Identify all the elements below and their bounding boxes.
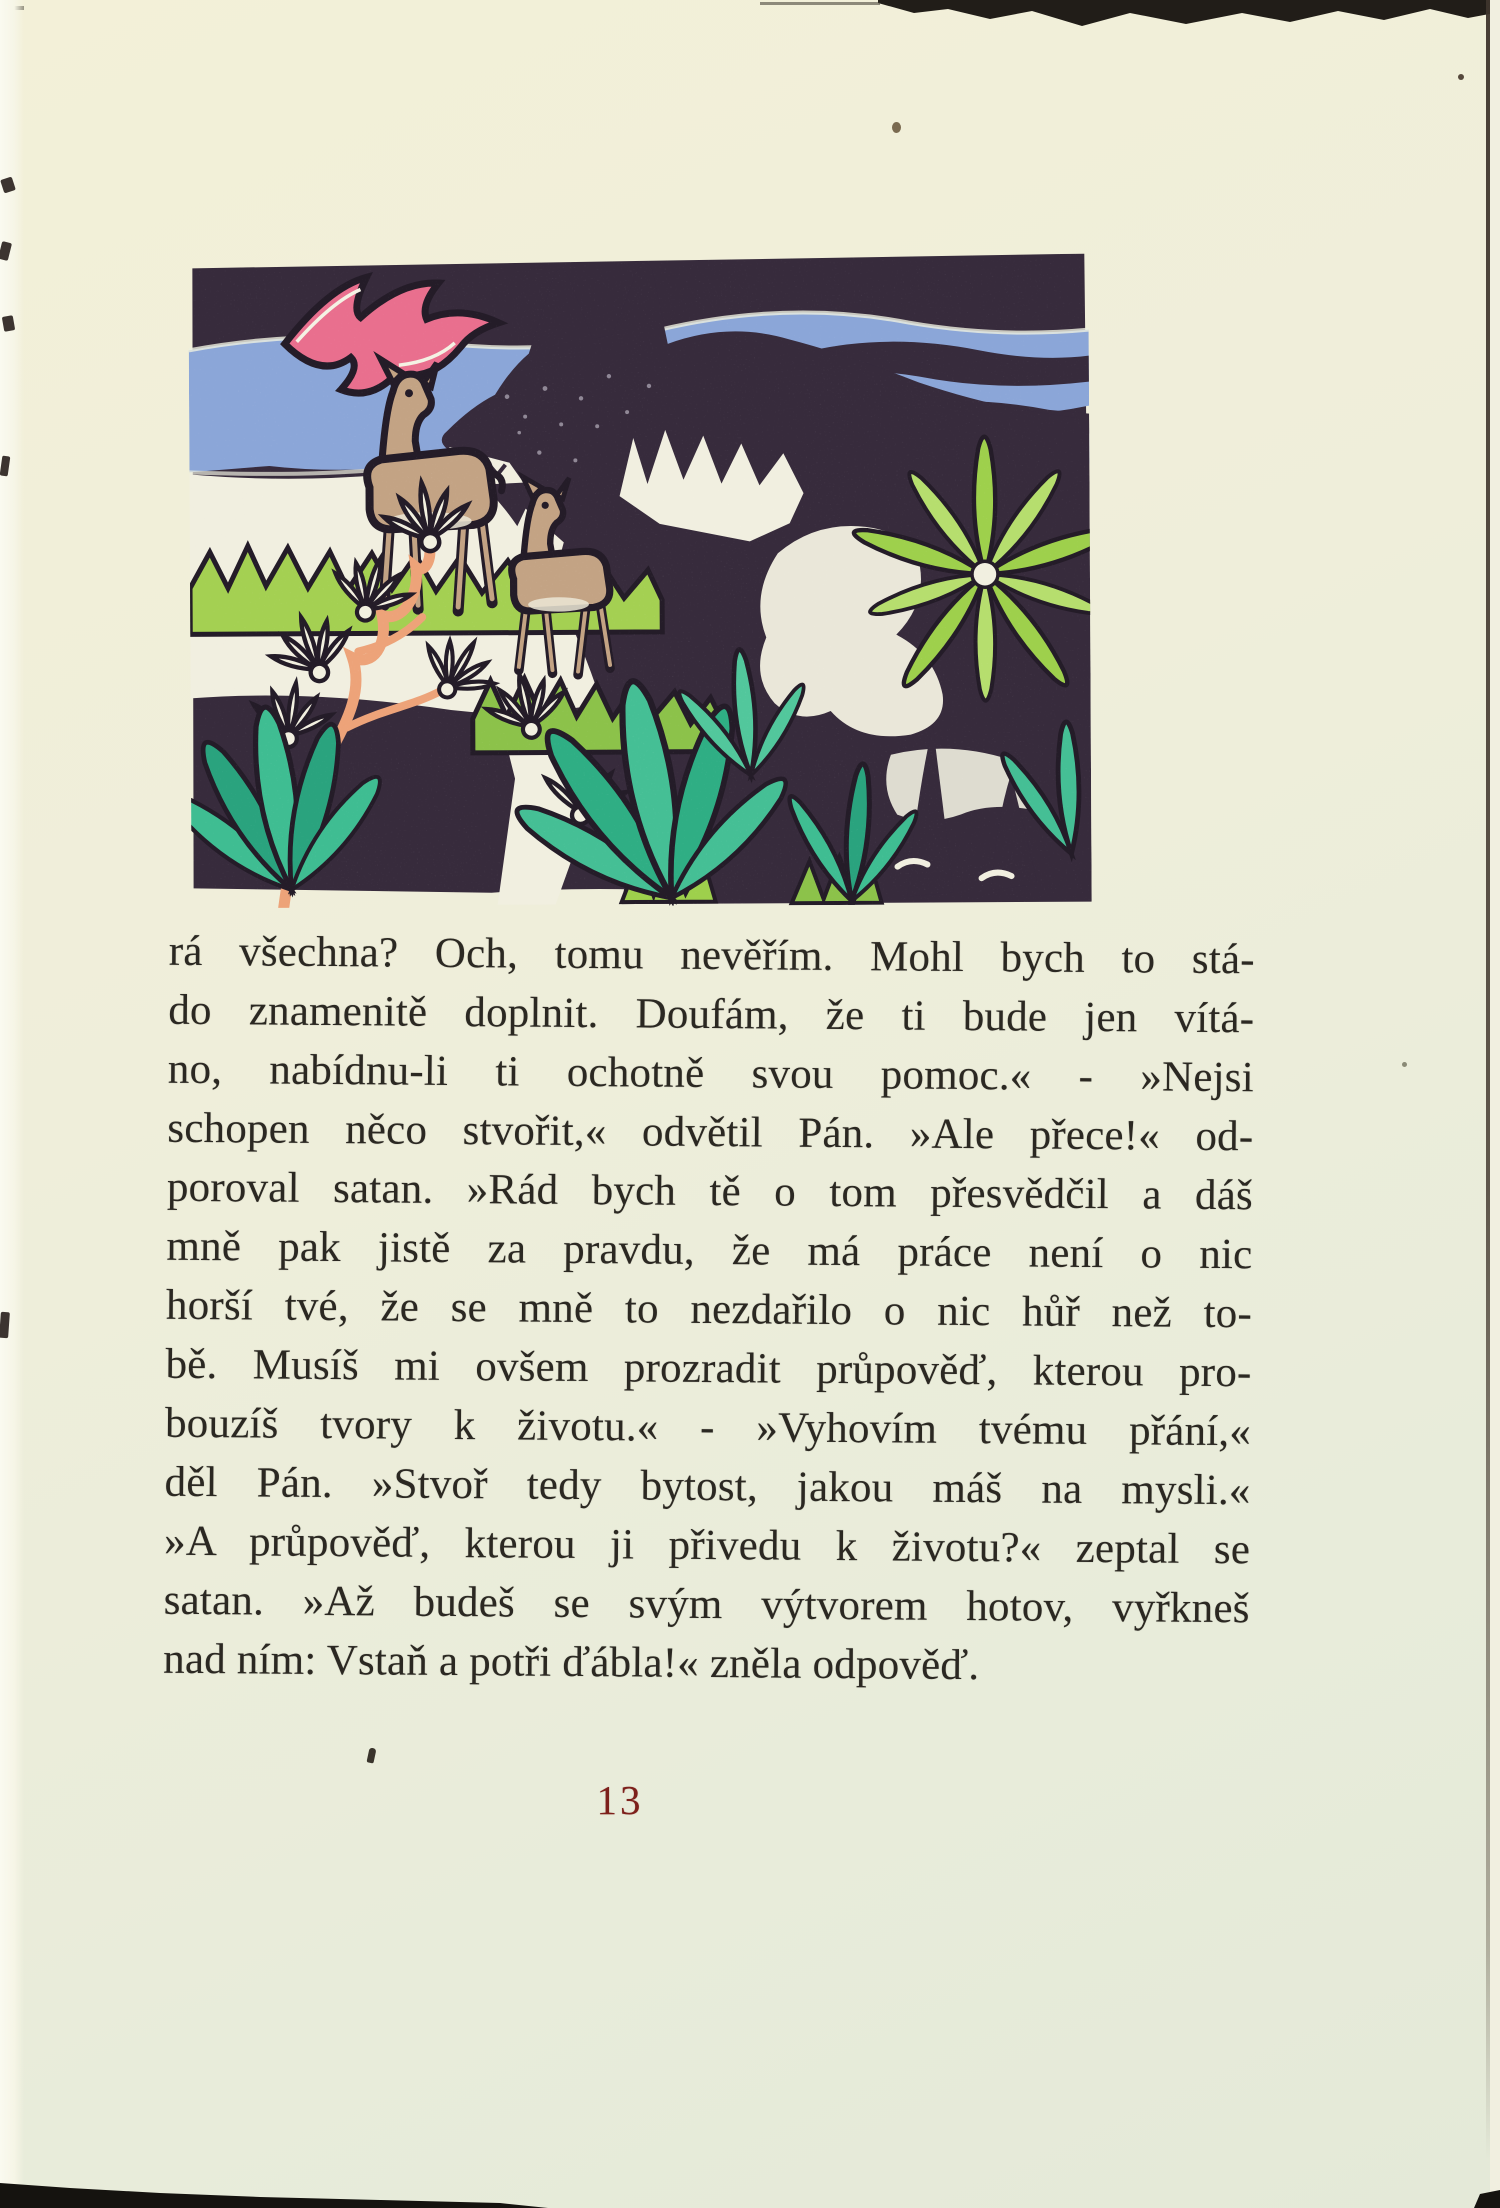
text-line: poroval satan. »Rád bych tě o tom přesvědčil a dáš	[166, 1163, 1254, 1220]
text-line: »A průpověď, kterou ji přivedu k životu?« zeptal se	[163, 1517, 1251, 1574]
text-line: mně pak jistě za pravdu, že má práce není o nic	[166, 1222, 1253, 1279]
paper-speck	[892, 122, 901, 133]
text-line: schopen něco stvořit,« odvětil Pán. »Ale přece!« od-	[167, 1104, 1254, 1161]
text-line: satan. »Až budeš se svým výtvorem hotov, vyřkneš	[163, 1576, 1250, 1633]
text-line: děl Pán. »Stvoř tedy bytost, jakou máš na mysli.«	[164, 1458, 1251, 1515]
text-line: do znamenitě doplnit. Doufám, že ti bude jen vítá-	[168, 986, 1255, 1043]
page-right-margin-strip	[1490, 0, 1500, 2208]
text-line: horší tvé, že se mně to nezdařilo o nic hůř než to-	[165, 1281, 1253, 1338]
facing-page-edge	[0, 0, 24, 2208]
body-text	[163, 922, 1255, 1698]
paper-speck	[1458, 74, 1464, 80]
torn-top-edge	[0, 0, 1500, 34]
text-line: bouzíš tvory k životu.« - »Vyhovím tvému přání,«	[164, 1399, 1252, 1456]
paper-speck	[1402, 1062, 1407, 1067]
page-right-edge	[1486, 0, 1490, 2160]
ink-speck	[367, 1747, 377, 1763]
woodcut-illustration	[188, 254, 1091, 909]
ghost-ink-mark	[2, 315, 15, 332]
print-grain	[188, 254, 1091, 909]
text-line: rá všechna? Och, tomu nevěřím. Mohl bych to stá-	[168, 927, 1255, 984]
torn-bottom-edge	[0, 2178, 1500, 2208]
text-line: bě. Musíš mi ovšem prozradit průpověď, kterou pro-	[165, 1340, 1252, 1397]
page-number: 13	[596, 1777, 644, 1823]
text-line: no, nabídnu-li ti ochotně svou pomoc.« - »Nejsi	[167, 1045, 1255, 1102]
text-line: nad ním: Vstaň a potři ďábla!« zněla odpověď.	[163, 1635, 980, 1690]
